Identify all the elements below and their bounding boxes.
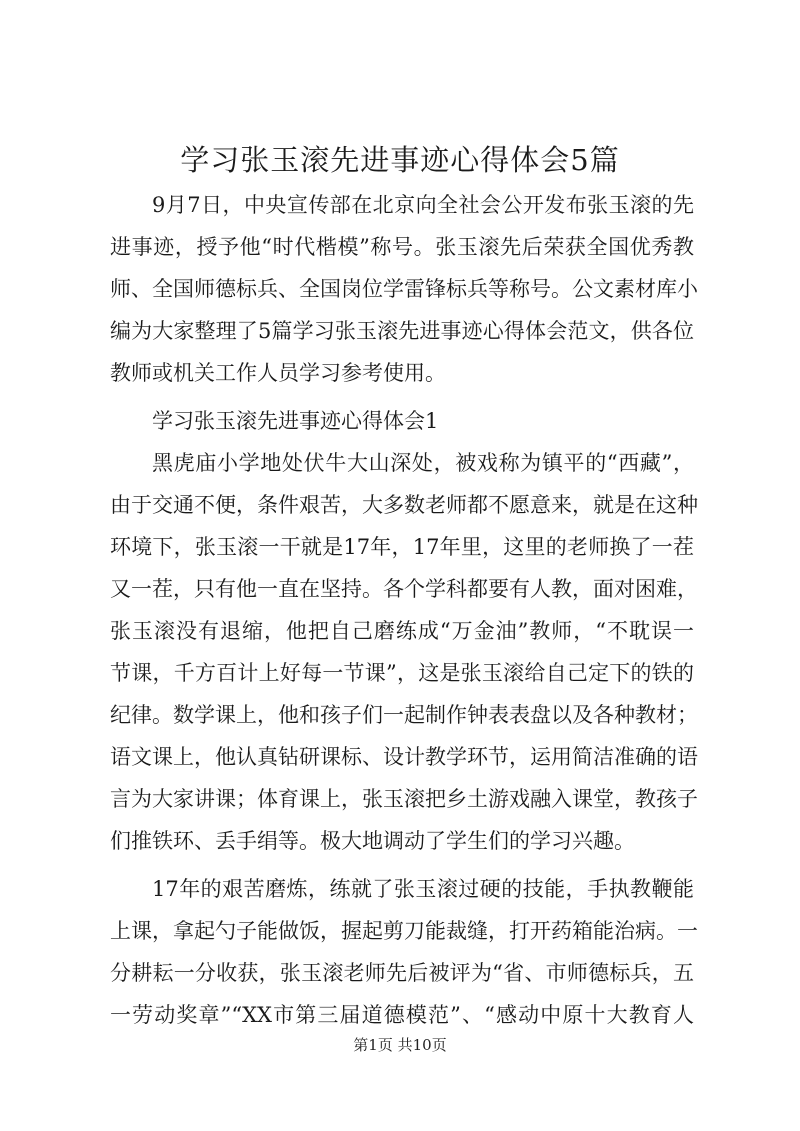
paragraph-3-line-10: 们推铁环、丢手绢等。极大地调动了学生们的学习兴趣。 bbox=[110, 829, 635, 853]
paragraph-4-line-2: 上课，拿起勺子能做饭，握起剪刀能裁缝，打开药箱能治病。一 bbox=[110, 919, 698, 943]
paragraph-3-line-1: 黑虎庙小学地处伏牛大山深处，被戏称为镇平的“西藏”， bbox=[152, 451, 694, 475]
section-heading-1: 学习张玉滚先进事迹心得体会1 bbox=[152, 409, 439, 433]
paragraph-3-line-9: 言为大家讲课；体育课上，张玉滚把乡土游戏融入课堂，教孩子 bbox=[110, 787, 698, 811]
paragraph-3-line-6: 节课，千方百计上好每一节课”，这是张玉滚给自己定下的铁的 bbox=[110, 661, 694, 685]
paragraph-1-line-1: 9月7日，中央宣传部在北京向全社会公开发布张玉滚的先 bbox=[152, 193, 694, 217]
paragraph-4-line-1: 17年的艰苦磨炼，练就了张玉滚过硬的技能，手执教鞭能 bbox=[152, 877, 694, 901]
paragraph-1-line-5: 教师或机关工作人员学习参考使用。 bbox=[110, 361, 446, 385]
paragraph-4-line-4: 一劳动奖章”“XX市第三届道德模范”、“感动中原十大教育人 bbox=[110, 1003, 694, 1027]
paragraph-3-line-7: 纪律。数学课上，他和孩子们一起制作钟表表盘以及各种教材； bbox=[110, 703, 698, 727]
page-footer: 第1页 共10页 bbox=[353, 1036, 447, 1054]
paragraph-1-line-4: 编为大家整理了5篇学习张玉滚先进事迹心得体会范文，供各位 bbox=[110, 319, 694, 343]
paragraph-3-line-8: 语文课上，他认真钻研课标、设计教学环节，运用简洁准确的语 bbox=[110, 745, 698, 769]
paragraph-1-line-3: 师、全国师德标兵、全国岗位学雷锋标兵等称号。公文素材库小 bbox=[110, 277, 698, 301]
paragraph-3-line-3: 环境下，张玉滚一干就是17年，17年里，这里的老师换了一茬 bbox=[110, 535, 694, 559]
document-title: 学习张玉滚先进事迹心得体会5篇 bbox=[180, 143, 620, 177]
paragraph-3-line-4: 又一茬，只有他一直在坚持。各个学科都要有人教，面对困难， bbox=[110, 577, 698, 601]
paragraph-3-line-2: 由于交通不便，条件艰苦，大多数老师都不愿意来，就是在这种 bbox=[110, 493, 698, 517]
document-body bbox=[110, 184, 698, 1036]
paragraph-1-line-2: 进事迹，授予他“时代楷模”称号。张玉滚先后荣获全国优秀教 bbox=[110, 235, 694, 259]
paragraph-4-line-3: 分耕耘一分收获，张玉滚老师先后被评为“省、市师德标兵，五 bbox=[110, 961, 694, 985]
paragraph-3-line-5: 张玉滚没有退缩，他把自己磨练成“万金油”教师，“不耽误一 bbox=[110, 619, 694, 643]
